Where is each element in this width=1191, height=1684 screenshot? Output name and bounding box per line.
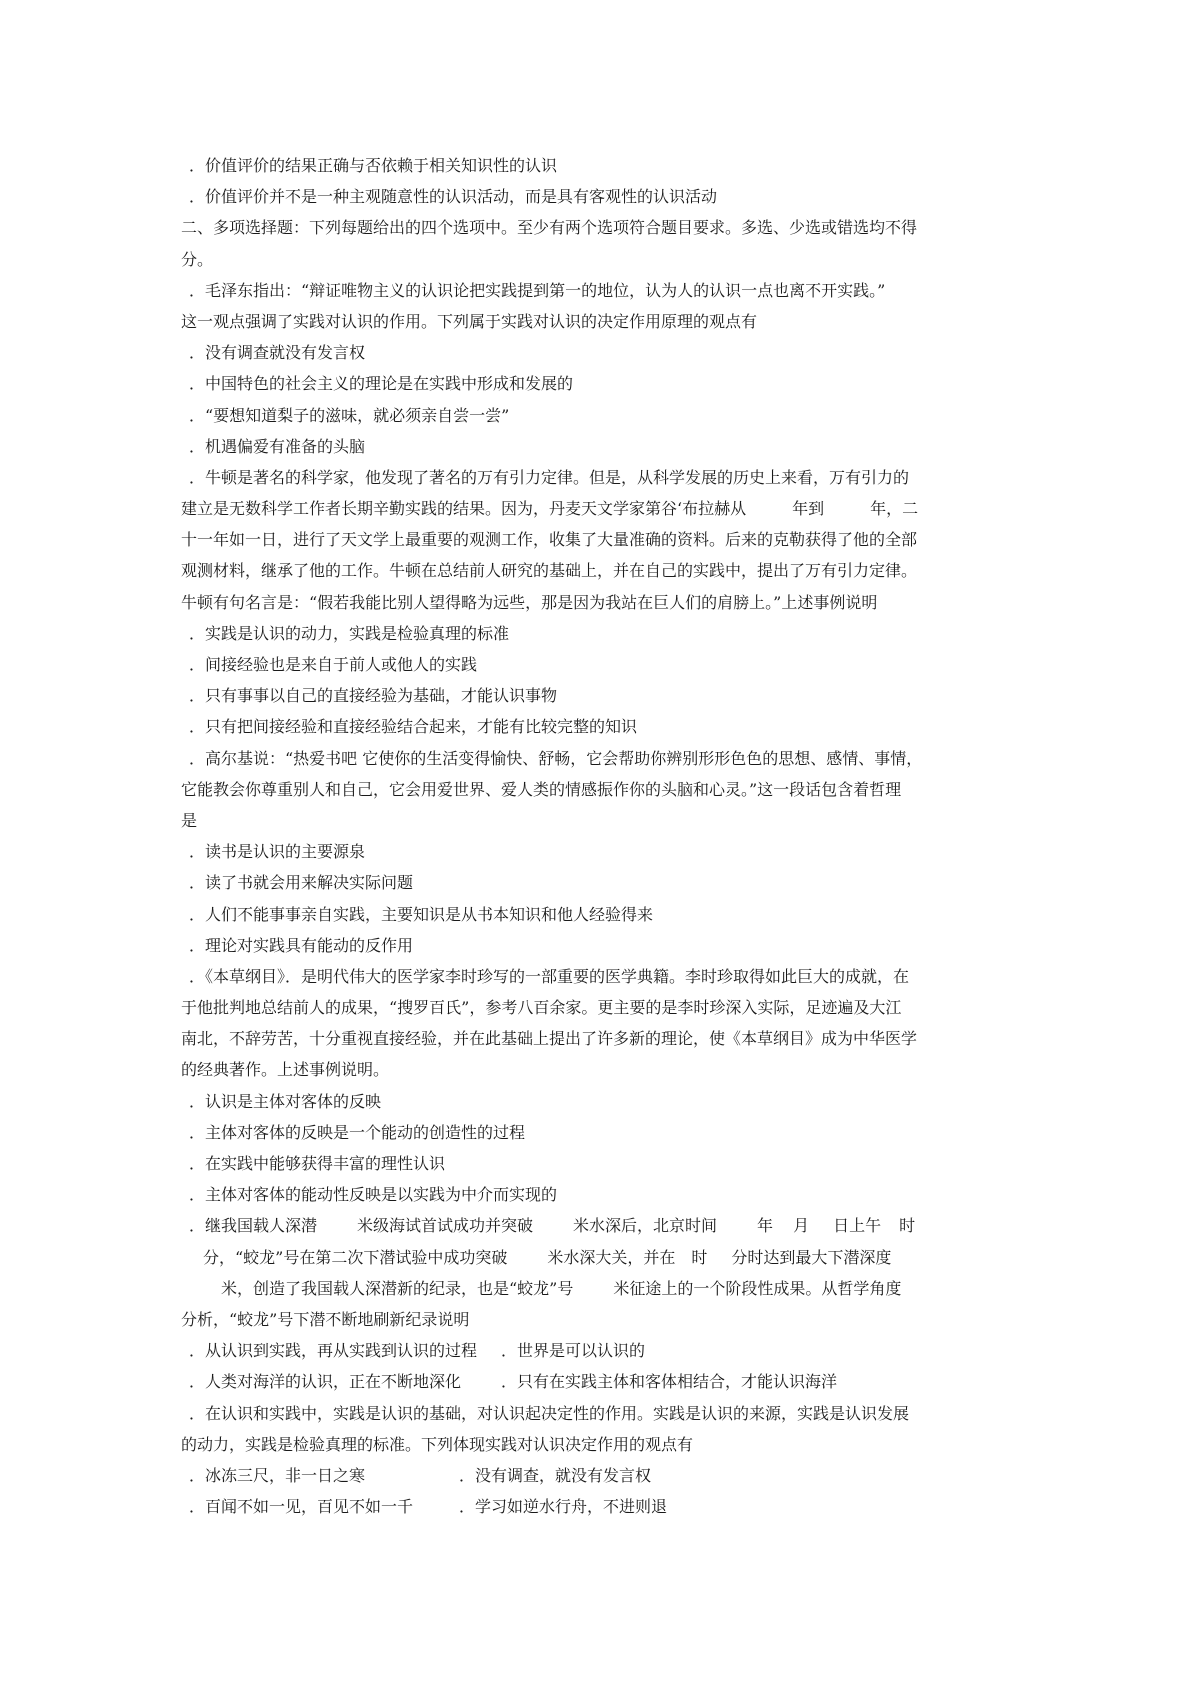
question-text [181, 1210, 1013, 1241]
question-text: 南北，不辞劳苦，十分重视直接经验，并在此基础上提出了许多新的理论，使《本草纲目》成为中华医学 [181, 1029, 918, 1049]
text-segment: 时 [899, 1216, 916, 1236]
text-segment: 米水深大关，并在 [547, 1247, 676, 1267]
text-segment: 年，二 [870, 499, 919, 519]
option-line: ．机遇偏爱有准备的头脑 [189, 436, 366, 456]
option-c: ．百闻不如一见，百见不如一千 [189, 1497, 414, 1517]
text-segment: 月 [793, 1216, 810, 1236]
option-row [181, 1460, 1013, 1491]
question-text: 十一年如一日，进行了天文学上最重要的观测工作，收集了大量准确的资料。后来的克勒获得了他的全部 [181, 530, 918, 550]
question-text: 的经典著作。上述事例说明。 [181, 1060, 390, 1080]
option-d: ．只有在实践主体和客体相结合，才能认识海洋 [501, 1372, 838, 1392]
option-a: ．从认识到实践，再从实践到认识的过程 [189, 1341, 478, 1361]
option-line: ．只有把间接经验和直接经验结合起来，才能有比较完整的知识 [189, 717, 638, 737]
question-text: 这一观点强调了实践对认识的作用。下列属于实践对认识的决定作用原理的观点有 [181, 311, 758, 331]
question-text: ．牛顿是著名的科学家，他发现了著名的万有引力定律。但是，从科学发展的历史上来看，万有引力的 [189, 467, 910, 487]
option-line: ．中国特色的社会主义的理论是在实践中形成和发展的 [189, 374, 574, 394]
question-text: ．高尔基说：“热爱书吧 它使你的生活变得愉快、舒畅，它会帮助你辨别形形色色的思想、感情、事情， [189, 748, 923, 768]
option-line: ．认识是主体对客体的反映 [189, 1091, 382, 1111]
question-text [181, 493, 1013, 524]
text-segment: 米水深后，北京时间 [573, 1216, 718, 1236]
question-text: 观测材料，继承了他的工作。牛顿在总结前人研究的基础上，并在自己的实践中，提出了万有引力定律。 [181, 561, 918, 581]
option-row [181, 1335, 1013, 1366]
text-segment: 米级海试首试成功并突破 [357, 1216, 534, 1236]
question-text: 牛顿有句名言是：“假若我能比别人望得略为远些，那是因为我站在巨人们的肩膀上。”上述事例说明 [181, 592, 878, 612]
option-line: ．价值评价并不是一种主观随意性的认识活动，而是具有客观性的认识活动 [189, 187, 718, 207]
option-line: ．主体对客体的反映是一个能动的创造性的过程 [189, 1122, 526, 1142]
text-segment: 时 [691, 1247, 708, 1267]
section-heading: 二、多项选择题：下列每题给出的四个选项中。至少有两个选项符合题目要求。多选、少选或错选均不得 [181, 218, 918, 238]
question-text: 于他批判地总结前人的成果，“搜罗百氏”，参考八百余家。更主要的是李时珍深入实际，足迹遍及大江 [181, 998, 902, 1018]
text-segment: 米征途上的一个阶段性成果。从哲学角度 [613, 1278, 902, 1298]
section-heading-continued: 分。 [181, 249, 214, 269]
option-line: ．主体对客体的能动性反映是以实践为中介而实现的 [189, 1185, 558, 1205]
text-segment: ．继我国载人深潜 [189, 1216, 318, 1236]
option-line: ．没有调查就没有发言权 [189, 343, 366, 363]
option-line: ．实践是认识的动力，实践是检验真理的标准 [189, 623, 510, 643]
option-b: ．没有调查，就没有发言权 [459, 1465, 652, 1485]
text-segment: 日上午 [833, 1216, 882, 1236]
question-text: ．毛泽东指出：“辩证唯物主义的认识论把实践提到第一的地位，认为人的认识一点也离不开实践。” [189, 280, 886, 300]
question-text: ．《本草纲目》．是明代伟大的医学家李时珍写的一部重要的医学典籍。李时珍取得如此巨大的成就，在 [189, 966, 910, 986]
option-line: ．人们不能事事亲自实践，主要知识是从书本知识和他人经验得来 [189, 904, 654, 924]
option-b: ．世界是可以认识的 [501, 1341, 646, 1361]
option-line: ．读书是认识的主要源泉 [189, 842, 366, 862]
option-c: ．人类对海洋的认识，正在不断地深化 [189, 1372, 462, 1392]
question-text: 是 [181, 810, 198, 830]
option-line: ．理论对实践具有能动的反作用 [189, 935, 414, 955]
option-line: ．价值评价的结果正确与否依赖于相关知识性的认识 [189, 156, 558, 175]
question-text: ．在认识和实践中，实践是认识的基础，对认识起决定性的作用。实践是认识的来源，实践是认识发展 [189, 1403, 910, 1423]
question-text [181, 1273, 1013, 1304]
option-row [181, 1366, 1013, 1397]
question-text: 分析，“蛟龙”号下潜不断地刷新纪录说明 [181, 1309, 470, 1329]
text-segment: 分，“蛟龙”号在第二次下潜试验中成功突破 [203, 1247, 508, 1267]
text-segment: 年到 [792, 499, 825, 519]
option-a: ．冰冻三尺，非一日之寒 [189, 1465, 366, 1485]
question-text: 的动力，实践是检验真理的标准。下列体现实践对认识决定作用的观点有 [181, 1434, 694, 1454]
option-row [181, 1491, 1013, 1522]
document-body [181, 150, 1013, 1522]
question-text [181, 1242, 1013, 1273]
option-line: ．读了书就会用来解决实际问题 [189, 873, 414, 893]
option-line: ．间接经验也是来自于前人或他人的实践 [189, 655, 478, 674]
question-text: 它能教会你尊重别人和自己，它会用爱世界、爱人类的情感振作你的头脑和心灵。”这一段话包含着哲理 [181, 779, 902, 799]
option-d: ．学习如逆水行舟，不进则退 [459, 1497, 668, 1517]
option-line: ．“要想知道梨子的滋味，就必须亲自尝一尝” [189, 405, 510, 425]
text-segment: 米，创造了我国载人深潜新的纪录，也是“蛟龙”号 [221, 1278, 574, 1298]
text-segment: 建立是无数科学工作者长期辛勤实践的结果。因为，丹麦天文学家第谷‘布拉赫从 [181, 499, 747, 519]
text-segment: 年 [757, 1216, 774, 1236]
option-line: ．在实践中能够获得丰富的理性认识 [189, 1154, 446, 1173]
text-segment: 分时达到最大下潜深度 [731, 1247, 892, 1267]
option-line: ．只有事事以自己的直接经验为基础，才能认识事物 [189, 686, 558, 706]
